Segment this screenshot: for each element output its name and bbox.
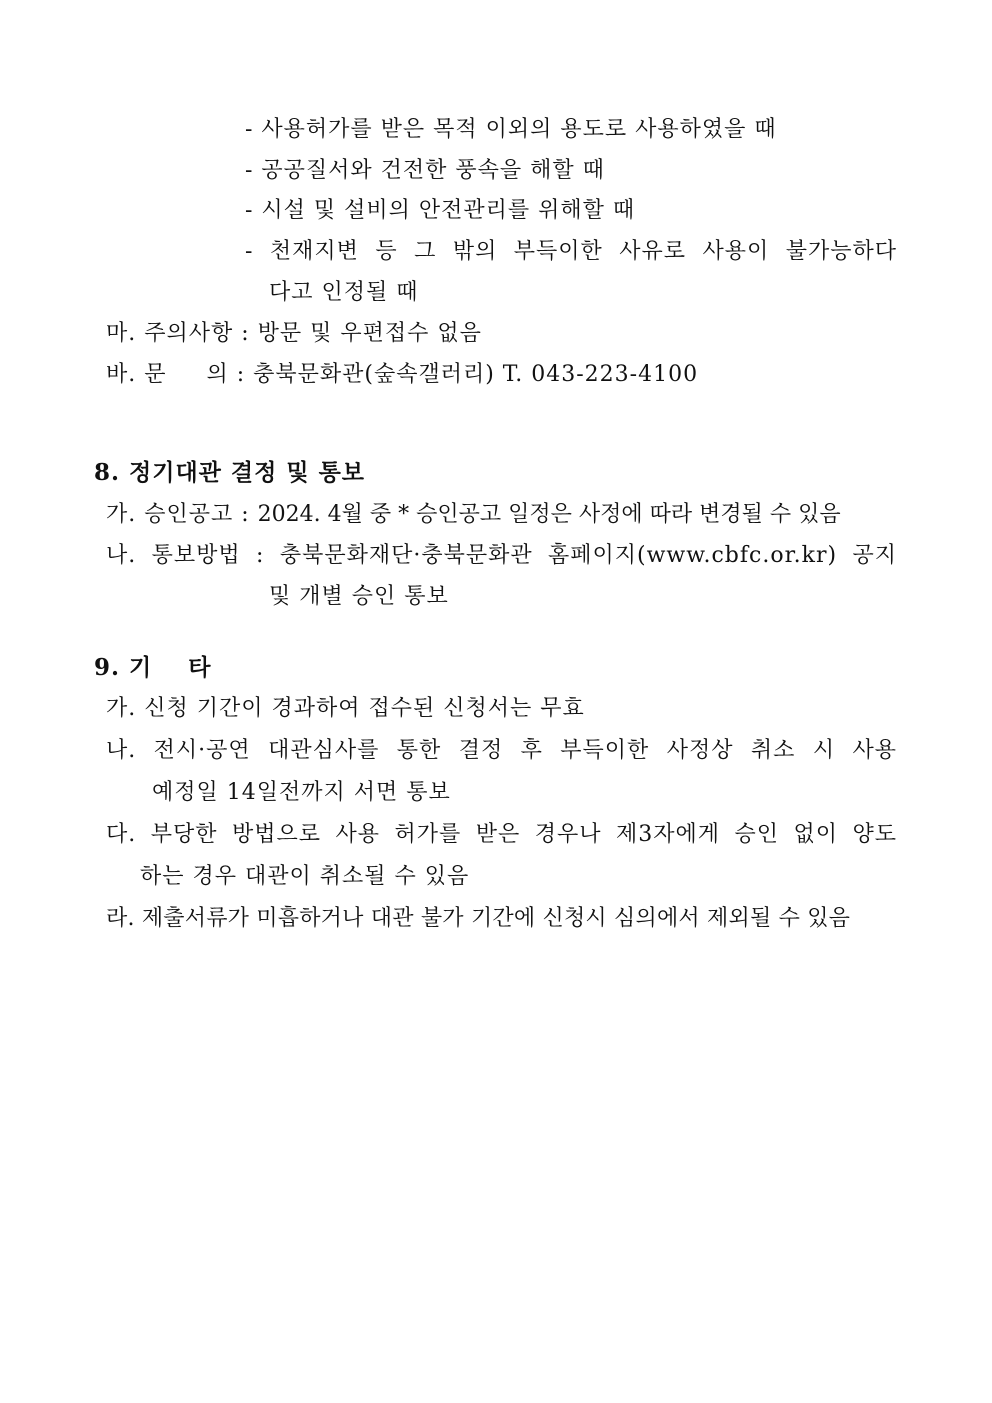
inquiry-row	[106, 361, 698, 389]
etc-item-3: 다. 부당한 방법으로 사용 허가를 받은 경우나 제3자에게 승인 없이 양도	[106, 822, 897, 847]
notify-cont: 및 개별 승인 통보	[269, 584, 449, 609]
inquiry-label: 바. 문 의 :	[106, 362, 246, 387]
notify-label: 나. 통보방법 :	[106, 543, 265, 568]
etc-item-1: 가. 신청 기간이 경과하여 접수된 신청서는 무효	[106, 696, 585, 721]
cancel-reason-3: - 시설 및 설비의 안전관리를 위해할 때	[245, 198, 636, 223]
etc-item-3-cont: 하는 경우 대관이 취소될 수 있음	[140, 864, 470, 889]
etc-item-2: 나. 전시·공연 대관심사를 통한 결정 후 부득이한 사정상 취소 시 사용	[106, 738, 897, 763]
notify-value: 충북문화재단·충북문화관 홈페이지(www.cbfc.or.kr) 공지	[279, 543, 897, 568]
etc-item-4: 라. 제출서류가 미흡하거나 대관 불가 기간에 신청시 심의에서 제외될 수 있음	[106, 906, 851, 931]
cancel-reason-1: - 사용허가를 받은 목적 이외의 용도로 사용하였을 때	[245, 117, 777, 142]
etc-item-2-cont: 예정일 14일전까지 서면 통보	[152, 780, 451, 805]
cancel-reason-4-cont: 다고 인정될 때	[269, 280, 419, 305]
approval-value: 2024. 4월 중 * 승인공고 일정은 사정에 따라 변경될 수 있음	[257, 502, 841, 527]
notify-row	[106, 542, 897, 570]
cancel-reason-2: - 공공질서와 건전한 풍속을 해할 때	[245, 158, 605, 183]
inquiry-value: 충북문화관(숲속갤러리) T. 043-223-4100	[253, 362, 699, 387]
notes-value: 방문 및 우편접수 없음	[257, 321, 482, 346]
section-9-heading: 9. 기 타	[94, 654, 212, 681]
section-8-heading: 8. 정기대관 결정 및 통보	[94, 459, 366, 486]
approval-row	[106, 501, 841, 529]
cancel-reason-4: - 천재지변 등 그 밖의 부득이한 사유로 사용이 불가능하다	[245, 239, 897, 264]
approval-label: 가. 승인공고 :	[106, 502, 250, 527]
notes-row	[106, 320, 482, 348]
notes-label: 마. 주의사항 :	[106, 321, 250, 346]
